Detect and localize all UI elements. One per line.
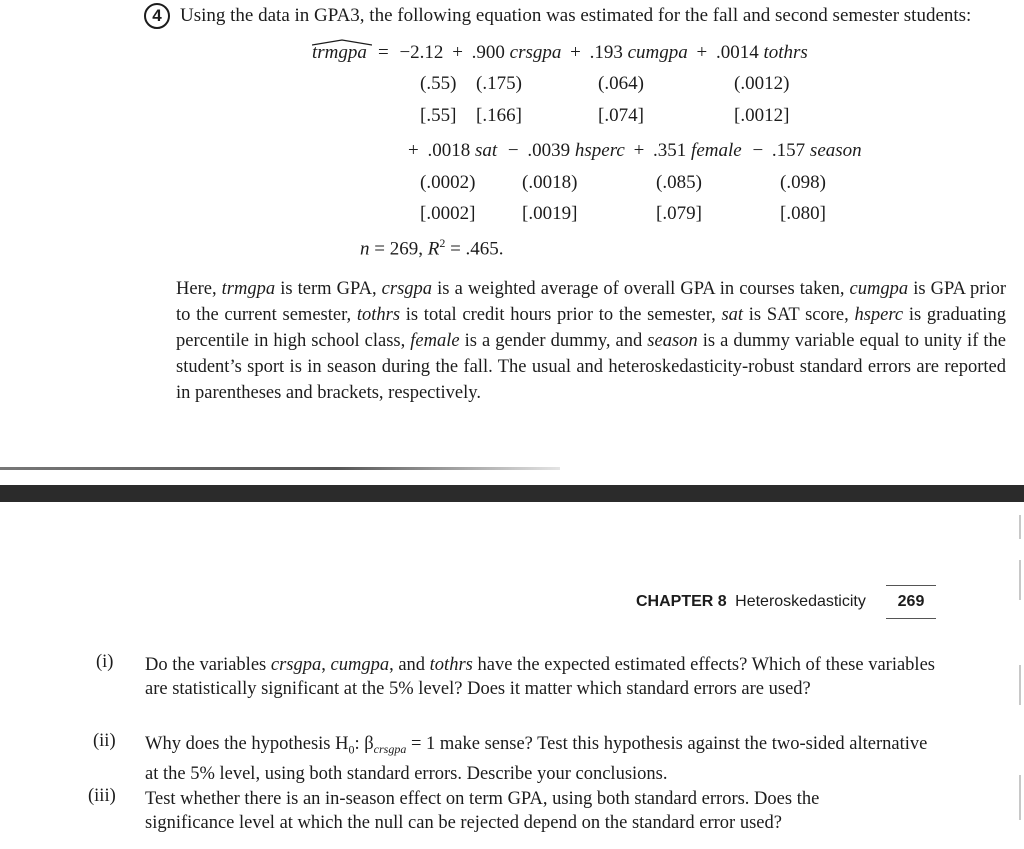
para-var-tothrs: tothrs — [356, 305, 401, 325]
question-ii-text — [145, 732, 935, 786]
q2-beta-sub: crsgpa — [373, 742, 407, 756]
para-var-hsperc: hsperc — [854, 305, 904, 325]
se-season: (.098) — [780, 172, 826, 193]
n-value: = 269, — [374, 238, 423, 260]
r2-symbol: R — [427, 238, 440, 260]
se-female: (.085) — [656, 172, 702, 193]
plus-1: + — [452, 42, 463, 63]
q1-t3: , and — [389, 655, 430, 675]
q2-t2: : β — [354, 734, 374, 754]
q1-v1: crsgpa — [270, 655, 322, 675]
equation-lhs-hat — [312, 42, 367, 64]
para-s5: is total credit hours prior to the semester, — [400, 305, 722, 325]
para-s3: is a weighted average of overall GPA in courses taken, — [432, 279, 850, 299]
minus-season: − — [752, 140, 764, 161]
r2-value: = .465. — [450, 238, 504, 260]
page-number: 269 — [897, 593, 925, 610]
q2-t3: = 1 make sense? Test this hypothesis against the two-sided alternative at the 5% level, using both standard errors. Describe your conclusions. — [145, 734, 928, 784]
question-label-ii: (ii) — [93, 731, 116, 751]
edge-mark-2 — [1019, 560, 1021, 600]
se-hsperc: (.0018) — [522, 172, 578, 193]
para-var-season: season — [647, 331, 698, 351]
q1-t2: , — [321, 655, 331, 675]
chapter-title: Heteroskedasticity — [735, 593, 866, 610]
coef-female: .351 — [653, 140, 687, 161]
para-var-crsgpa: crsgpa — [381, 279, 433, 299]
rse-cumgpa: [.074] — [598, 105, 644, 126]
edge-mark-3 — [1019, 665, 1021, 705]
rse-crsgpa: [.166] — [476, 105, 522, 126]
var-female: female — [691, 140, 742, 161]
equation-row1 — [378, 42, 808, 64]
coef-hsperc: .0039 — [527, 140, 571, 161]
rse-female: [.079] — [656, 203, 702, 224]
problem-intro: Using the data in GPA3, the following equation was estimated for the fall and second semester students: — [180, 5, 972, 26]
coef-sat: .0018 — [427, 140, 471, 161]
equation-lhs — [312, 42, 367, 64]
plus-female: + — [633, 140, 645, 161]
se-tothrs: (.0012) — [734, 73, 790, 94]
minus-1: − — [507, 140, 519, 161]
page-number-box — [886, 585, 936, 619]
coef-crsgpa: .900 — [471, 42, 505, 63]
para-s2: is term GPA, — [275, 279, 382, 299]
var-tothrs: tothrs — [763, 42, 808, 63]
para-s7: is graduating percentile in high school class, — [176, 305, 1007, 351]
eq-sign: = — [378, 42, 389, 63]
rse-tothrs: [.0012] — [734, 105, 790, 126]
equation-stats — [360, 236, 504, 260]
para-s8: is a gender dummy, and — [459, 331, 648, 351]
para-var-trmgpa: trmgpa — [221, 279, 276, 299]
question-iii-text: Test whether there is an in-season effect on term GPA, using both standard errors. Does the significance level at which the null can be rejected depend on the standard error used? — [145, 789, 820, 833]
plus-3: + — [696, 42, 708, 63]
para-s6: is SAT score, — [743, 305, 855, 325]
q1-v2: cumgpa — [330, 655, 390, 675]
var-hsperc: hsperc — [574, 140, 625, 161]
coef-tothrs: .0014 — [715, 42, 759, 63]
se-crsgpa: (.175) — [476, 73, 522, 94]
para-s1: Here, — [176, 279, 222, 299]
running-header — [636, 593, 866, 611]
coef-cumgpa: .193 — [589, 42, 623, 63]
rse-hsperc: [.0019] — [522, 203, 578, 224]
se-cumgpa: (.064) — [598, 73, 644, 94]
coef-season: .157 — [771, 140, 806, 161]
plus-2: + — [570, 42, 581, 63]
q1-v3: tothrs — [429, 655, 473, 675]
r2-superscript: 2 — [439, 236, 446, 250]
question-i-text — [145, 653, 935, 701]
q2-h-sub: 0 — [348, 742, 355, 757]
var-cumgpa: cumgpa — [627, 42, 688, 63]
equation-lhs-var: trmgpa — [312, 42, 367, 63]
plus-0: + — [408, 140, 419, 161]
para-s4: is GPA prior to the current semester, — [176, 279, 1006, 325]
q2-t1: Why does the hypothesis H — [145, 734, 349, 754]
q1-t1: Do the variables — [145, 655, 271, 675]
var-sat: sat — [474, 140, 498, 161]
q1-t4: have the expected estimated effects? Which of these variables are statistically significant at the 5% level? Does it matter which standard errors are used? — [145, 655, 935, 699]
se-sat: (.0002) — [420, 172, 476, 193]
para-var-cumgpa: cumgpa — [849, 279, 909, 299]
intercept: −2.12 — [399, 42, 444, 63]
problem-number-badge — [144, 3, 170, 29]
question-label-i: (i) — [96, 652, 114, 672]
page-separator-band — [0, 485, 1024, 502]
para-s9: is a dummy variable equal to unity if the student’s sport is in season during the fall. The usual and heteroskedasticity-robust standard errors are reported in parentheses and brackets, respectively. — [176, 331, 1006, 403]
problem-number: 4 — [152, 6, 162, 25]
equation-row2 — [408, 140, 862, 162]
rse-sat: [.0002] — [420, 203, 476, 224]
var-season: season — [809, 140, 862, 161]
edge-mark-1 — [1019, 515, 1021, 539]
chapter-label: CHAPTER 8 — [636, 593, 727, 610]
para-var-sat: sat — [721, 305, 744, 325]
definitions-paragraph — [176, 276, 1006, 406]
question-label-iii: (iii) — [88, 786, 116, 806]
se-intercept: (.55) — [420, 73, 457, 94]
rse-intercept: [.55] — [420, 105, 457, 126]
page-bottom-rule — [0, 467, 560, 470]
edge-mark-4 — [1019, 775, 1021, 820]
n-symbol: n — [360, 238, 370, 260]
hat-accent-icon — [312, 39, 372, 46]
rse-season: [.080] — [780, 203, 826, 224]
para-var-female: female — [410, 331, 460, 351]
var-crsgpa: crsgpa — [509, 42, 562, 63]
